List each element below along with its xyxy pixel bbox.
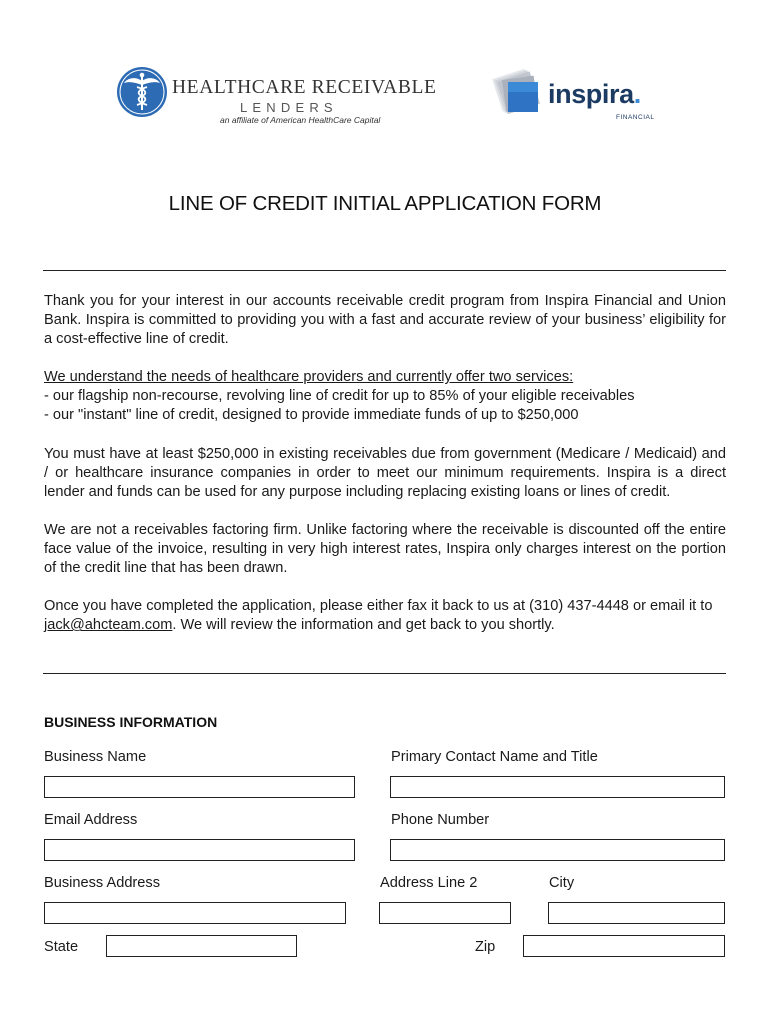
middle-divider xyxy=(43,673,726,674)
contact-text-end: . We will review the information and get back to you shortly. xyxy=(172,617,555,634)
zip-label: Zip xyxy=(475,939,496,955)
city-field[interactable] xyxy=(548,902,725,924)
inspira-logo-subtitle: FINANCIAL xyxy=(616,114,655,121)
state-label: State xyxy=(44,939,79,955)
inspira-stacked-squares-icon xyxy=(488,66,548,122)
hrl-logo xyxy=(116,66,437,128)
primary-contact-field[interactable] xyxy=(390,776,725,798)
address-line-2-label: Address Line 2 xyxy=(380,875,478,891)
business-name-label: Business Name xyxy=(44,749,147,765)
form-title: LINE OF CREDIT INITIAL APPLICATION FORM xyxy=(168,192,602,215)
hrl-logo-subtitle: LENDERS xyxy=(240,100,338,115)
phone-number-field[interactable] xyxy=(390,839,725,861)
state-field[interactable] xyxy=(106,935,297,957)
business-info-heading: BUSINESS INFORMATION xyxy=(44,714,218,730)
service-item-2: - our "instant" line of credit, designed to provide immediate funds of up to $250,000 xyxy=(44,407,579,424)
inspira-logo-name xyxy=(548,79,641,110)
top-divider xyxy=(43,270,726,271)
hrl-logo-affiliate: an affiliate of American HealthCare Capital xyxy=(220,115,381,125)
business-address-label: Business Address xyxy=(44,875,161,891)
intro-copy xyxy=(44,292,726,654)
requirements-paragraph: You must have at least $250,000 in existing receivables due from government (Medicare / Medicaid) and / or healthcare insurance companies in order to meet our minimum requirements. Inspira is a direct lender and funds can be used for any purpose including replacing existing loans or lines of credit. xyxy=(44,445,726,500)
business-address-field[interactable] xyxy=(44,902,346,924)
city-label: City xyxy=(549,875,575,891)
primary-contact-label: Primary Contact Name and Title xyxy=(391,749,598,765)
caduceus-emblem-icon xyxy=(116,66,168,118)
address-line-2-field[interactable] xyxy=(379,902,511,924)
intro-paragraph: Thank you for your interest in our accounts receivable credit program from Inspira Financial and Union Bank. Inspira is committed to providing you with a fast and accurate review of your business’ eligibility for a cost-effective line of credit. xyxy=(44,293,726,348)
services-heading: We understand the needs of healthcare providers and currently offer two services: xyxy=(44,369,574,386)
email-link[interactable]: jack@ahcteam.com xyxy=(44,617,173,634)
contact-text-start: Once you have completed the application, please either fax it back to us at (310) 437-4448 or email it to xyxy=(44,598,713,615)
factoring-paragraph: We are not a receivables factoring firm. Unlike factoring where the receivable is discounted off the entire face value of the invoice, resulting in very high interest rates, Inspira only charges interest on the portion of the credit line that has been drawn. xyxy=(44,521,726,577)
inspira-logo-word: inspira xyxy=(548,79,634,109)
contact-paragraph xyxy=(44,597,726,635)
zip-field[interactable] xyxy=(523,935,725,957)
inspira-logo-dot: . xyxy=(633,79,641,109)
services-block xyxy=(44,368,726,425)
phone-number-label: Phone Number xyxy=(391,812,490,828)
email-address-field[interactable] xyxy=(44,839,355,861)
inspira-logo xyxy=(488,66,658,126)
business-name-field[interactable] xyxy=(44,776,355,798)
service-item-1: - our flagship non-recourse, revolving line of credit for up to 85% of your eligible receivables xyxy=(44,388,635,405)
hrl-logo-title: HEALTHCARE RECEIVABLE xyxy=(172,77,437,98)
email-address-label: Email Address xyxy=(44,812,138,828)
